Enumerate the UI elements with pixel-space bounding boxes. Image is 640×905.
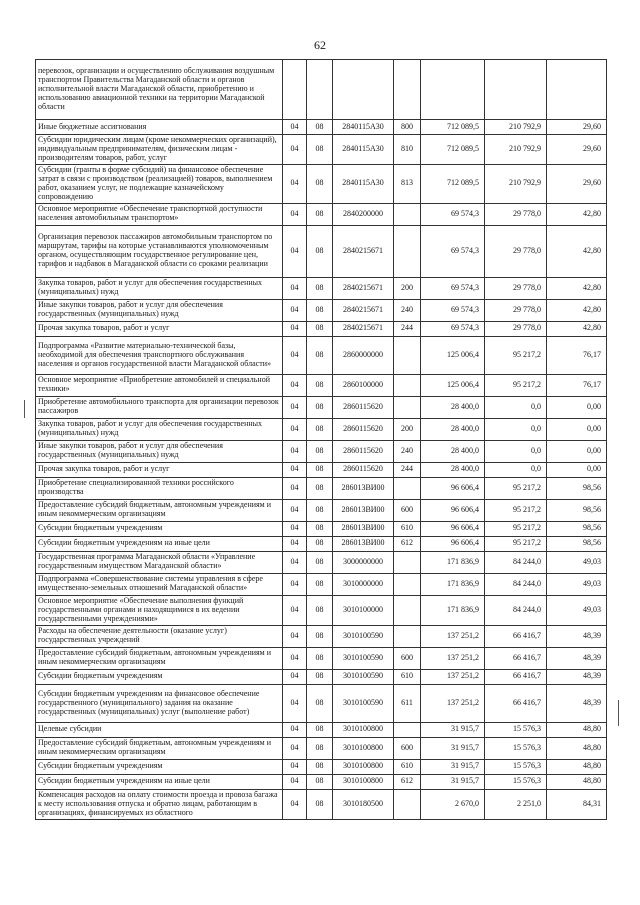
cell-pct: 42,80: [547, 225, 607, 277]
cell-pr: 08: [307, 737, 333, 759]
cell-fact: 15 576,3: [485, 774, 547, 789]
cell-rz: 04: [283, 120, 307, 135]
cell-csr: 2840115А30: [333, 120, 394, 135]
cell-csr: 286013ВИ00: [333, 499, 394, 521]
cell-plan: 171 836,9: [421, 595, 485, 625]
cell-plan: 28 400,0: [421, 418, 485, 440]
cell-fact: 15 576,3: [485, 759, 547, 774]
cell-name: Закупка товаров, работ и услуг для обеспечения государственных (муниципальных) нужд: [36, 418, 283, 440]
cell-rz: 04: [283, 396, 307, 418]
table-row: [36, 684, 607, 722]
cell-rz: 04: [283, 573, 307, 595]
cell-plan: [421, 60, 485, 120]
table-row: [36, 277, 607, 299]
cell-pr: 08: [307, 759, 333, 774]
table-row: [36, 595, 607, 625]
cell-name: перевозок, организации и осуществлению обслуживания воздушным транспортом Правительства Магаданской области и органов исполнительной власти Магаданской области, приобретению и использованию авиационной техники на территории Магаданской области: [36, 60, 283, 120]
cell-vr: [394, 477, 421, 499]
cell-plan: 712 089,5: [421, 135, 485, 165]
cell-rz: 04: [283, 722, 307, 737]
cell-plan: 96 606,4: [421, 477, 485, 499]
cell-name: Подпрограмма «Совершенствование системы управления в сфере имущественно-земельных отношений Магаданской области»: [36, 573, 283, 595]
cell-rz: 04: [283, 135, 307, 165]
cell-csr: 3010100000: [333, 595, 394, 625]
cell-pct: 48,39: [547, 625, 607, 647]
cell-vr: [394, 374, 421, 396]
cell-pr: 08: [307, 647, 333, 669]
cell-plan: 96 606,4: [421, 536, 485, 551]
cell-pct: [547, 60, 607, 120]
cell-fact: 210 792,9: [485, 165, 547, 204]
cell-pct: 49,03: [547, 595, 607, 625]
table-body: [36, 60, 607, 820]
cell-csr: 2860000000: [333, 336, 394, 374]
table-row: [36, 477, 607, 499]
cell-pct: 48,39: [547, 684, 607, 722]
table-row: [36, 396, 607, 418]
cell-csr: 3010180500: [333, 789, 394, 819]
table-row: [36, 499, 607, 521]
table-row: [36, 722, 607, 737]
cell-pct: 42,80: [547, 203, 607, 225]
cell-csr: 2840215671: [333, 299, 394, 321]
cell-vr: [394, 396, 421, 418]
cell-name: Предоставление субсидий бюджетным, автономным учреждениям и иным некоммерческим организациям: [36, 647, 283, 669]
cell-csr: 3010100590: [333, 669, 394, 684]
cell-fact: 15 576,3: [485, 722, 547, 737]
cell-fact: 210 792,9: [485, 135, 547, 165]
cell-pr: 08: [307, 203, 333, 225]
cell-csr: 3010100590: [333, 625, 394, 647]
cell-plan: 28 400,0: [421, 462, 485, 477]
table-row: [36, 299, 607, 321]
cell-vr: 612: [394, 536, 421, 551]
cell-rz: 04: [283, 551, 307, 573]
cell-pct: 48,39: [547, 669, 607, 684]
cell-plan: 96 606,4: [421, 521, 485, 536]
table-row: [36, 521, 607, 536]
cell-pr: 08: [307, 225, 333, 277]
cell-pct: 42,80: [547, 277, 607, 299]
cell-name: Приобретение автомобильного транспорта для организации перевозок пассажиров: [36, 396, 283, 418]
cell-name: Закупка товаров, работ и услуг для обеспечения государственных (муниципальных) нужд: [36, 277, 283, 299]
cell-pct: 98,56: [547, 477, 607, 499]
cell-name: Государственная программа Магаданской области «Управление государственным имуществом Магаданской области»: [36, 551, 283, 573]
cell-plan: 31 915,7: [421, 759, 485, 774]
cell-csr: 3010000000: [333, 573, 394, 595]
cell-plan: 69 574,3: [421, 225, 485, 277]
table-row: [36, 789, 607, 819]
cell-name: Субсидии бюджетным учреждениям: [36, 521, 283, 536]
cell-csr: 2840115А30: [333, 165, 394, 204]
cell-vr: 600: [394, 647, 421, 669]
cell-fact: 210 792,9: [485, 120, 547, 135]
cell-fact: [485, 60, 547, 120]
cell-csr: 2840215671: [333, 225, 394, 277]
cell-pct: 48,39: [547, 647, 607, 669]
cell-rz: 04: [283, 536, 307, 551]
cell-pr: 08: [307, 165, 333, 204]
table-row: [36, 774, 607, 789]
cell-pct: 29,60: [547, 165, 607, 204]
table-row: [36, 536, 607, 551]
cell-name: Субсидии бюджетным учреждениям на иные цели: [36, 536, 283, 551]
cell-pr: [307, 60, 333, 120]
cell-pct: 29,60: [547, 135, 607, 165]
table-row: [36, 759, 607, 774]
cell-name: Предоставление субсидий бюджетным, автономным учреждениям и иным некоммерческим организациям: [36, 737, 283, 759]
cell-rz: 04: [283, 759, 307, 774]
cell-vr: [394, 551, 421, 573]
table-row: [36, 669, 607, 684]
cell-rz: 04: [283, 165, 307, 204]
cell-pct: 48,80: [547, 737, 607, 759]
cell-csr: 3000000000: [333, 551, 394, 573]
cell-csr: 3010100800: [333, 774, 394, 789]
cell-pct: 84,31: [547, 789, 607, 819]
cell-name: Субсидии бюджетным учреждениям: [36, 669, 283, 684]
cell-rz: 04: [283, 203, 307, 225]
cell-pr: 08: [307, 462, 333, 477]
cell-csr: 286013ВИ00: [333, 477, 394, 499]
cell-vr: 610: [394, 759, 421, 774]
cell-csr: 3010100590: [333, 647, 394, 669]
cell-csr: 3010100800: [333, 737, 394, 759]
cell-vr: [394, 336, 421, 374]
cell-fact: 95 217,2: [485, 499, 547, 521]
cell-plan: 69 574,3: [421, 321, 485, 336]
cell-fact: 95 217,2: [485, 374, 547, 396]
cell-vr: [394, 789, 421, 819]
table-row: [36, 225, 607, 277]
cell-pr: 08: [307, 722, 333, 737]
cell-name: Организация перевозок пассажиров автомобильным транспортом по маршрутам, тарифы на которые устанавливаются уполномоченным органом, осуществляющим государственное регулирование цен, тарифов и надбавок в Магаданской области со сроками реализации: [36, 225, 283, 277]
cell-pr: 08: [307, 374, 333, 396]
page-number: 62: [314, 38, 326, 52]
table-row: [36, 135, 607, 165]
cell-csr: 2860115620: [333, 462, 394, 477]
cell-vr: [394, 60, 421, 120]
scan-margin-mark: [618, 700, 619, 726]
cell-plan: 69 574,3: [421, 277, 485, 299]
cell-plan: 171 836,9: [421, 573, 485, 595]
table-row: [36, 60, 607, 120]
cell-fact: 29 778,0: [485, 299, 547, 321]
cell-plan: 28 400,0: [421, 396, 485, 418]
cell-pr: 08: [307, 499, 333, 521]
cell-fact: 0,0: [485, 462, 547, 477]
cell-fact: 95 217,2: [485, 477, 547, 499]
cell-rz: 04: [283, 477, 307, 499]
cell-csr: 2860115620: [333, 418, 394, 440]
cell-pr: 08: [307, 625, 333, 647]
cell-name: Основное мероприятие «Обеспечение транспортной доступности населения автомобильным транспортом»: [36, 203, 283, 225]
cell-pct: 98,56: [547, 521, 607, 536]
cell-rz: 04: [283, 321, 307, 336]
cell-fact: 29 778,0: [485, 225, 547, 277]
cell-pr: 08: [307, 774, 333, 789]
cell-fact: 0,0: [485, 418, 547, 440]
cell-csr: 2840115А30: [333, 135, 394, 165]
cell-fact: 0,0: [485, 440, 547, 462]
cell-pct: 48,80: [547, 759, 607, 774]
cell-pr: 08: [307, 595, 333, 625]
cell-name: Субсидии бюджетным учреждениям на финансовое обеспечение государственного (муниципального) задания на оказание государственных (муниципальных) услуг (выполнение работ): [36, 684, 283, 722]
cell-name: Предоставление субсидий бюджетным, автономным учреждениям и иным некоммерческим организациям: [36, 499, 283, 521]
cell-plan: 137 251,2: [421, 625, 485, 647]
cell-pr: 08: [307, 669, 333, 684]
cell-fact: 29 778,0: [485, 321, 547, 336]
cell-csr: 2860115620: [333, 396, 394, 418]
cell-plan: 31 915,7: [421, 774, 485, 789]
cell-pr: 08: [307, 440, 333, 462]
table-row: [36, 647, 607, 669]
cell-pr: 08: [307, 521, 333, 536]
cell-vr: [394, 203, 421, 225]
cell-fact: 66 416,7: [485, 647, 547, 669]
cell-vr: 610: [394, 521, 421, 536]
cell-csr: 2860115620: [333, 440, 394, 462]
cell-vr: [394, 225, 421, 277]
cell-csr: 286013ВИ00: [333, 521, 394, 536]
cell-rz: 04: [283, 418, 307, 440]
cell-pr: 08: [307, 277, 333, 299]
cell-plan: 96 606,4: [421, 499, 485, 521]
cell-pr: 08: [307, 684, 333, 722]
table-row: [36, 625, 607, 647]
cell-rz: 04: [283, 462, 307, 477]
table-row: [36, 165, 607, 204]
cell-vr: 600: [394, 737, 421, 759]
cell-plan: 712 089,5: [421, 165, 485, 204]
cell-csr: [333, 60, 394, 120]
cell-plan: 137 251,2: [421, 647, 485, 669]
cell-fact: 95 217,2: [485, 521, 547, 536]
cell-rz: 04: [283, 225, 307, 277]
cell-pr: 08: [307, 418, 333, 440]
cell-pct: 76,17: [547, 336, 607, 374]
cell-csr: 3010100800: [333, 759, 394, 774]
cell-plan: 2 670,0: [421, 789, 485, 819]
cell-vr: 810: [394, 135, 421, 165]
cell-plan: 69 574,3: [421, 299, 485, 321]
cell-name: Прочая закупка товаров, работ и услуг: [36, 321, 283, 336]
cell-name: Субсидии бюджетным учреждениям на иные цели: [36, 774, 283, 789]
table-row: [36, 418, 607, 440]
cell-fact: 84 244,0: [485, 551, 547, 573]
cell-pct: 98,56: [547, 536, 607, 551]
cell-fact: 29 778,0: [485, 203, 547, 225]
cell-vr: 240: [394, 440, 421, 462]
cell-name: Компенсация расходов на оплату стоимости проезда и провоза багажа к месту использования отпуска и обратно лицам, работающим в организациях, финансируемых из областного: [36, 789, 283, 819]
cell-vr: [394, 722, 421, 737]
cell-plan: 31 915,7: [421, 737, 485, 759]
cell-rz: 04: [283, 336, 307, 374]
table-row: [36, 336, 607, 374]
cell-fact: 66 416,7: [485, 669, 547, 684]
cell-csr: 3010100590: [333, 684, 394, 722]
cell-rz: [283, 60, 307, 120]
cell-pr: 08: [307, 396, 333, 418]
cell-pct: 29,60: [547, 120, 607, 135]
cell-fact: 2 251,0: [485, 789, 547, 819]
cell-vr: 244: [394, 462, 421, 477]
cell-plan: 712 089,5: [421, 120, 485, 135]
cell-vr: 813: [394, 165, 421, 204]
cell-pct: 0,00: [547, 396, 607, 418]
cell-vr: 600: [394, 499, 421, 521]
cell-rz: 04: [283, 374, 307, 396]
cell-name: Иные закупки товаров, работ и услуг для обеспечения государственных (муниципальных) нужд: [36, 440, 283, 462]
cell-name: Субсидии (гранты в форме субсидий) на финансовое обеспечение затрат в связи с производством (реализацией) товаров, выполнением работ, оказанием услуг, не подлежащие казначейскому сопровождению: [36, 165, 283, 204]
cell-pr: 08: [307, 135, 333, 165]
cell-csr: 2840215671: [333, 321, 394, 336]
table-row: [36, 374, 607, 396]
cell-name: Основное мероприятие «Приобретение автомобилей и специальной техники»: [36, 374, 283, 396]
cell-fact: 84 244,0: [485, 573, 547, 595]
cell-vr: 200: [394, 277, 421, 299]
cell-pct: 76,17: [547, 374, 607, 396]
cell-rz: 04: [283, 595, 307, 625]
cell-vr: 240: [394, 299, 421, 321]
cell-rz: 04: [283, 669, 307, 684]
cell-vr: [394, 573, 421, 595]
cell-pr: 08: [307, 120, 333, 135]
cell-plan: 69 574,3: [421, 203, 485, 225]
cell-pct: 0,00: [547, 418, 607, 440]
cell-plan: 137 251,2: [421, 684, 485, 722]
cell-rz: 04: [283, 299, 307, 321]
cell-plan: 125 006,4: [421, 374, 485, 396]
cell-pct: 49,03: [547, 551, 607, 573]
table-row: [36, 321, 607, 336]
cell-plan: 125 006,4: [421, 336, 485, 374]
cell-pr: 08: [307, 536, 333, 551]
cell-csr: 3010100800: [333, 722, 394, 737]
cell-vr: 800: [394, 120, 421, 135]
cell-name: Расходы на обеспечение деятельности (оказание услуг) государственных учреждений: [36, 625, 283, 647]
cell-fact: 15 576,3: [485, 737, 547, 759]
cell-pr: 08: [307, 477, 333, 499]
cell-name: Целевые субсидии: [36, 722, 283, 737]
cell-pr: 08: [307, 336, 333, 374]
scan-margin-mark: [24, 400, 25, 418]
cell-pr: 08: [307, 789, 333, 819]
cell-rz: 04: [283, 774, 307, 789]
cell-csr: 2840215671: [333, 277, 394, 299]
table-row: [36, 203, 607, 225]
cell-pct: 48,80: [547, 774, 607, 789]
cell-pr: 08: [307, 551, 333, 573]
cell-name: Субсидии юридическим лицам (кроме некоммерческих организаций), индивидуальным предпринимателям, физическим лицам - производителям товаров, работ, услуг: [36, 135, 283, 165]
cell-name: Приобретение специализированной техники российского производства: [36, 477, 283, 499]
table-row: [36, 551, 607, 573]
cell-pct: 98,56: [547, 499, 607, 521]
cell-fact: 66 416,7: [485, 625, 547, 647]
cell-name: Прочая закупка товаров, работ и услуг: [36, 462, 283, 477]
cell-fact: 0,0: [485, 396, 547, 418]
cell-rz: 04: [283, 737, 307, 759]
cell-rz: 04: [283, 277, 307, 299]
cell-csr: 2860100000: [333, 374, 394, 396]
cell-rz: 04: [283, 499, 307, 521]
cell-fact: 95 217,2: [485, 336, 547, 374]
table-row: [36, 120, 607, 135]
cell-pct: 42,80: [547, 299, 607, 321]
table-row: [36, 462, 607, 477]
cell-name: Иные закупки товаров, работ и услуг для обеспечения государственных (муниципальных) нужд: [36, 299, 283, 321]
cell-pct: 0,00: [547, 462, 607, 477]
cell-pr: 08: [307, 573, 333, 595]
cell-rz: 04: [283, 521, 307, 536]
cell-rz: 04: [283, 647, 307, 669]
cell-csr: 286013ВИ00: [333, 536, 394, 551]
cell-plan: 137 251,2: [421, 669, 485, 684]
table-row: [36, 440, 607, 462]
cell-name: Субсидии бюджетным учреждениям: [36, 759, 283, 774]
cell-vr: 611: [394, 684, 421, 722]
cell-fact: 29 778,0: [485, 277, 547, 299]
cell-plan: 171 836,9: [421, 551, 485, 573]
cell-rz: 04: [283, 684, 307, 722]
cell-name: Подпрограмма «Развитие материально-технической базы, необходимой для обеспечения транспортного обслуживания населения и органов государственной власти Магаданской области»: [36, 336, 283, 374]
table-row: [36, 737, 607, 759]
cell-vr: 610: [394, 669, 421, 684]
cell-vr: 244: [394, 321, 421, 336]
cell-pct: 42,80: [547, 321, 607, 336]
cell-fact: 66 416,7: [485, 684, 547, 722]
cell-vr: [394, 595, 421, 625]
cell-csr: 2840200000: [333, 203, 394, 225]
cell-name: Иные бюджетные ассигнования: [36, 120, 283, 135]
table-row: [36, 573, 607, 595]
cell-rz: 04: [283, 440, 307, 462]
cell-fact: 95 217,2: [485, 536, 547, 551]
budget-table: [35, 59, 607, 820]
cell-vr: 200: [394, 418, 421, 440]
cell-pct: 49,03: [547, 573, 607, 595]
cell-rz: 04: [283, 789, 307, 819]
cell-name: Основное мероприятие «Обеспечение выполнения функций государственными органами и находящимися в их ведении государственными учреждениями»: [36, 595, 283, 625]
cell-plan: 28 400,0: [421, 440, 485, 462]
cell-vr: [394, 625, 421, 647]
cell-pct: 48,80: [547, 722, 607, 737]
cell-fact: 84 244,0: [485, 595, 547, 625]
cell-pct: 0,00: [547, 440, 607, 462]
cell-pr: 08: [307, 299, 333, 321]
cell-plan: 31 915,7: [421, 722, 485, 737]
cell-vr: 612: [394, 774, 421, 789]
cell-rz: 04: [283, 625, 307, 647]
cell-pr: 08: [307, 321, 333, 336]
